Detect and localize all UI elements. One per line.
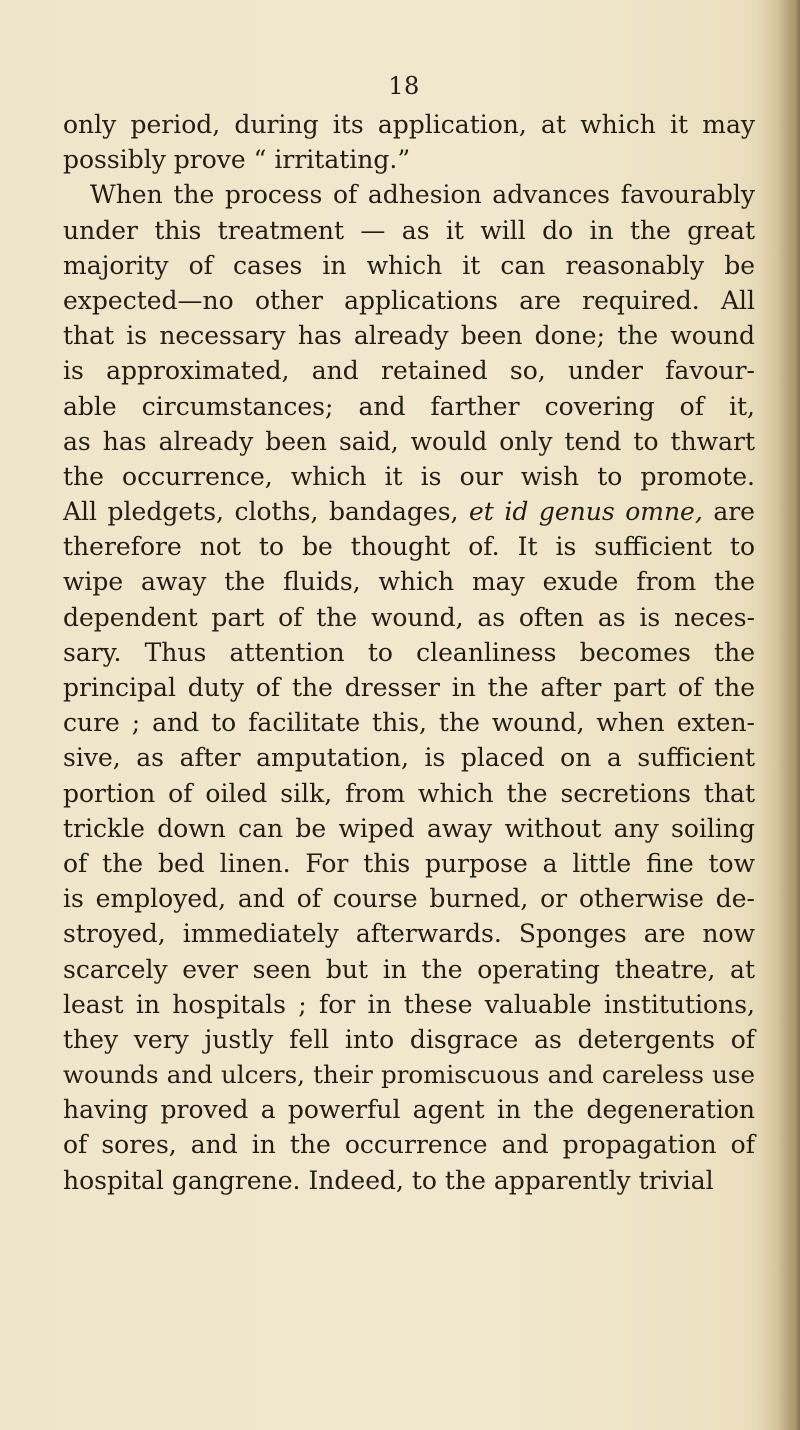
text-line-6: expected—no other applications are required. All bbox=[63, 285, 755, 315]
text-line-28: wounds and ulcers, their promiscuous and careless use bbox=[63, 1060, 755, 1090]
text-line-7: that is necessary has already been done; the wound bbox=[63, 321, 755, 351]
latin-phrase: et id genus omne, bbox=[468, 497, 703, 527]
text-line-25: scarcely ever seen but in the operating theatre, at bbox=[63, 954, 755, 984]
text-line-10: as has already been said, would only tend to thwart bbox=[63, 426, 755, 456]
text-line-3: When the process of adhesion advances favourably bbox=[90, 180, 755, 210]
text-line-17: principal duty of the dresser in the after part of the bbox=[63, 673, 755, 702]
text-line-12-start: All pledgets, cloths, bandages, bbox=[63, 497, 459, 527]
text-line-30: of sores, and in the occurrence and propagation of bbox=[63, 1130, 755, 1160]
text-line-19: sive, as after amputation, is placed on a sufficient bbox=[63, 743, 755, 773]
text-line-23: is employed, and of course burned, or otherwise de- bbox=[63, 884, 755, 914]
text-line-29: having proved a powerful agent in the degeneration bbox=[63, 1095, 755, 1125]
text-line-15: dependent part of the wound, as often as is neces- bbox=[63, 602, 755, 632]
text-line-14: wipe away the fluids, which may exude from the bbox=[63, 567, 755, 597]
text-line-4: under this treatment — as it will do in the great bbox=[63, 215, 755, 245]
text-line-16: sary. Thus attention to cleanliness becomes the bbox=[63, 637, 755, 667]
text-line-8: is approximated, and retained so, under favour- bbox=[63, 356, 755, 386]
body-text bbox=[63, 107, 755, 1198]
text-line-12-end: are bbox=[713, 497, 755, 527]
page-number: 18 bbox=[388, 72, 420, 100]
text-line-9: able circumstances; and farther covering of it, bbox=[63, 391, 755, 421]
text-line-22: of the bed linen. For this purpose a little fine tow bbox=[63, 848, 755, 878]
text-line-5: majority of cases in which it can reasonably be bbox=[63, 250, 755, 280]
text-line-21: trickle down can be wiped away without any soiling bbox=[63, 813, 755, 843]
text-line-31: hospital gangrene. Indeed, to the apparently trivial bbox=[63, 1165, 714, 1195]
text-line-11: the occurrence, which it is our wish to promote. bbox=[63, 461, 755, 491]
text-line-20: portion of oiled silk, from which the secretions that bbox=[63, 778, 755, 808]
text-line-26: least in hospitals ; for in these valuable institutions, bbox=[63, 989, 755, 1019]
text-line-13: therefore not to be thought of. It is sufficient to bbox=[63, 532, 755, 562]
text-line-18: cure ; and to facilitate this, the wound, when exten- bbox=[63, 708, 755, 738]
text-line-24: stroyed, immediately afterwards. Sponges are now bbox=[63, 919, 755, 949]
page-edge-shadow bbox=[758, 0, 800, 1430]
text-line-27: they very justly fell into disgrace as detergents of bbox=[63, 1024, 755, 1054]
text-line-2: possibly prove “ irritating.” bbox=[63, 145, 411, 175]
text-line-12 bbox=[63, 494, 755, 529]
text-line-1: only period, during its application, at which it may bbox=[63, 110, 755, 139]
